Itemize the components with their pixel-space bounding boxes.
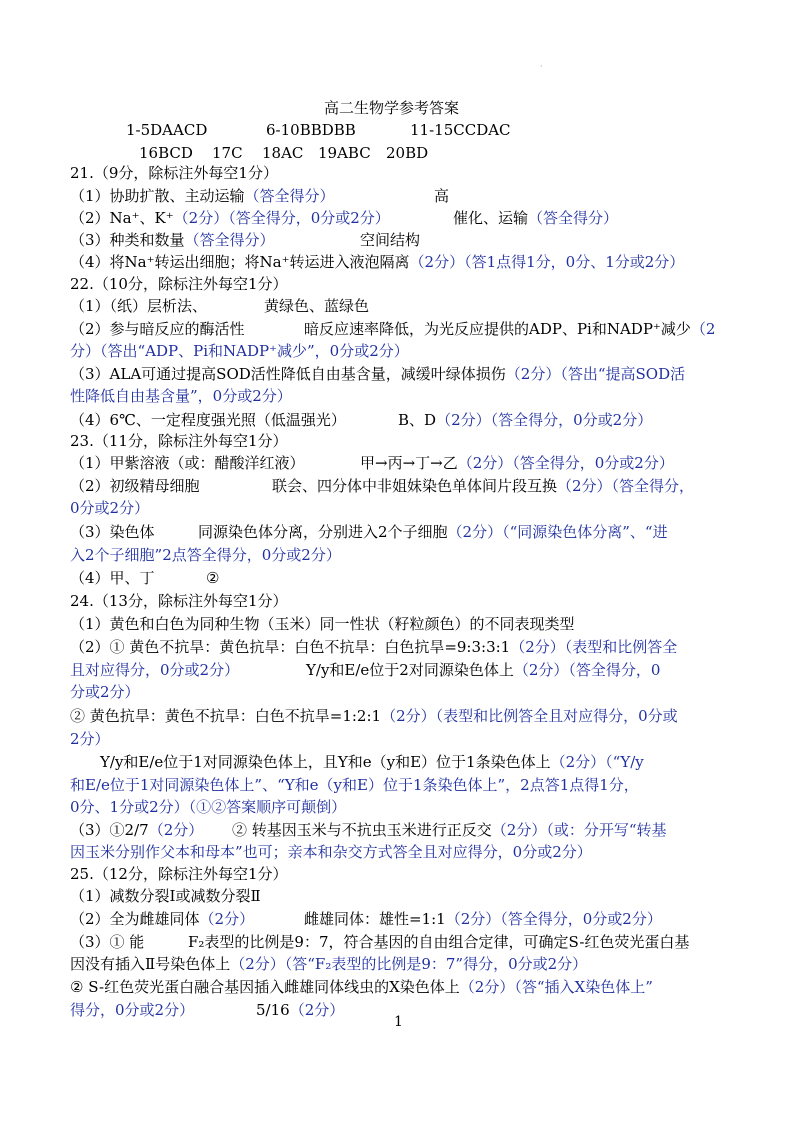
q22-2-note-b: 分）（答出“ADP、Pi和NADP⁺减少”，0分或2分） — [70, 342, 409, 360]
q22-2-answer: （2）参与暗反应的酶活性 — [70, 320, 245, 338]
q24-3-answer: （3）①2/7 — [70, 821, 149, 839]
q22-3-line-1 — [70, 364, 685, 384]
q23-3-answer-2: 同源染色体分离，分别进入2个子细胞 — [198, 523, 448, 541]
q23-1-answer-2: 甲→丙→丁→乙 — [360, 454, 458, 472]
q24-2-answer: （2）① 黄色不抗旱：黄色抗旱：白色不抗旱：白色抗旱=9:3:3:1 — [70, 638, 511, 656]
page-title: 高二生物学参考答案 — [324, 99, 460, 117]
q21-1-note: （答全得分） — [244, 187, 335, 205]
q25-2-answer: （2）全为雌雄同体 — [70, 910, 200, 928]
q21-2-note-2: （答全得分） — [528, 209, 619, 227]
choice-16: 16BCD — [139, 144, 193, 162]
q22-3-note-b: 性降低自由基含量”，0分或2分） — [70, 387, 292, 405]
q24-2-line-1 — [70, 637, 677, 657]
q21-heading: 21.（9分，除标注外每空1分） — [70, 164, 278, 182]
q23-2-part-2 — [272, 476, 694, 496]
q23-1-part-2 — [360, 453, 674, 473]
q22-2-note-a: （2 — [690, 320, 716, 338]
q22-2-answer-2: 暗反应速率降低，为光反应提供的ADP、Pi和NADP⁺减少 — [304, 320, 691, 338]
q25-3b-note-b: 得分，0分或2分） — [70, 1001, 195, 1019]
q22-4-note: （2分）（答全得分，0分或2分） — [436, 411, 653, 429]
choice-17: 17C — [212, 144, 243, 162]
q25-2-line-1 — [70, 909, 254, 929]
q24-2b-answer: ② 黄色抗旱：黄色不抗旱：白色不抗旱=1:2:1 — [70, 707, 382, 725]
page-number: 1 — [394, 1014, 403, 1030]
q25-3b-note-a: （2分）（答“插入X染色体上” — [459, 978, 653, 996]
q24-3-part-2 — [232, 820, 667, 840]
q22-heading: 22.（10分，除标注外每空1分） — [70, 275, 288, 293]
q22-3-note-a: （2分）（答出“提高SOD活 — [505, 365, 686, 383]
q21-3-answer-2: 空间结构 — [360, 231, 421, 249]
choice-answers-row-1 — [126, 120, 207, 140]
q25-3b-answer: ② S-红色荧光蛋白融合基因插入雌雄同体线虫的X染色体上 — [70, 978, 460, 996]
choice-1-5: 1-5DAACD — [126, 121, 208, 139]
q23-2-answer: （2）初级精母细胞 — [70, 477, 200, 495]
q21-1-answer: （1）协助扩散、主动运输 — [70, 187, 245, 205]
q23-3-note-a: （2分）（“同源染色体分离”、“进 — [447, 523, 668, 541]
choice-19: 19ABC — [318, 144, 371, 162]
q22-1-answer-2: 黄绿色、蓝绿色 — [264, 297, 370, 315]
q23-3-part-2 — [198, 522, 668, 542]
q22-4-part-2 — [398, 410, 652, 430]
q25-2-note-a: （2分） — [199, 910, 255, 928]
q22-4-answer-2: B、D — [398, 411, 437, 429]
q21-2-note: （2分）（答全得分，0分或2分） — [173, 209, 390, 227]
q24-2b-line-1 — [70, 706, 678, 726]
q23-4-answer: （4）甲、丁 — [70, 569, 155, 587]
q22-3-answer: （3）ALA可通过提高SOD活性降低自由基含量，减缓叶绿体损伤 — [70, 365, 506, 383]
q24-2-note-a: （2分）（表型和比例答全 — [510, 638, 678, 656]
q23-3-answer: （3）染色体 — [70, 523, 155, 541]
choice-20: 20BD — [386, 144, 429, 162]
choice-6-10: 6-10BBDBB — [266, 121, 356, 139]
q23-2-note-b: 0分或2分） — [70, 499, 150, 517]
q25-3-answer-2: F₂表型的比例是9：7，符合基因的自由组合定律，可确定S-红色荧光蛋白基 — [188, 933, 690, 951]
q24-heading: 24.（13分，除标注外每空1分） — [70, 592, 288, 610]
q21-2-part-2 — [453, 208, 618, 228]
q21-2-answer-2: 催化、运输 — [453, 209, 529, 227]
q24-3-note-c: 因玉米分别作父本和母本”也可；亲本和杂交方式答全且对应得分，0分或2分） — [70, 843, 592, 861]
q21-4-note: （2分）（答1点得1分，0分、1分或2分） — [409, 253, 685, 271]
q24-2-note-d: （答全得分，0 — [568, 661, 661, 679]
q21-3-answer: （3）种类和数量 — [70, 231, 185, 249]
q25-3-note: （2分）（答“F₂表型的比例是9：7”得分，0分或2分） — [230, 955, 588, 973]
q23-3-note-b: 入2个子细胞”2点答全得分，0分或2分） — [70, 546, 341, 564]
q21-2-answer: （2）Na⁺、K⁺ — [70, 209, 174, 227]
q24-2-answer-2: Y/y和E/e位于2对同源染色体上 — [306, 661, 514, 679]
q23-4-answer-2: ② — [206, 569, 220, 587]
q25-3-answer: （3）① 能 — [70, 933, 145, 951]
q23-2-answer-2: 联会、四分体中非姐妹染色单体间片段互换 — [272, 477, 558, 495]
q24-2b-note-a: （2分）（表型和比例答全且对应得分，0分或 — [381, 707, 678, 725]
choice-18: 18AC — [262, 144, 304, 162]
q25-3-line-2 — [70, 954, 587, 974]
q25-1-answer: （1）减数分裂Ⅰ或减数分裂Ⅱ — [70, 887, 261, 905]
scan-mark: · — [540, 62, 543, 71]
q21-line-1 — [70, 186, 335, 206]
q24-2c-note-b: 和E/e位于1对同源染色体上”、“Y和e（y和E）位于1条染色体上”，2点答1点得1分， — [70, 776, 639, 794]
q21-line-2 — [70, 208, 390, 228]
q23-1-answer: （1）甲紫溶液（或：醋酸洋红液） — [70, 454, 305, 472]
q24-2c-line-1 — [100, 752, 644, 772]
q25-2-note-b: （2分）（答全得分，0分或2分） — [445, 910, 662, 928]
q25-3b-answer-2: 5/16 — [256, 1001, 290, 1019]
choice-11-15: 11-15CCDAC — [410, 121, 511, 139]
q21-4-answer: （4）将Na⁺转运出细胞；将Na⁺转运进入液泡隔离 — [70, 253, 410, 271]
q23-1-note: （2分）（答全得分，0分或2分） — [457, 454, 674, 472]
q24-3-note-b: （2分）（或：分开写“转基 — [491, 821, 667, 839]
q22-2-line-1 — [304, 319, 715, 339]
q24-2c-answer: Y/y和E/e位于1对同源染色体上，且Y和e（y和E）位于1条染色体上 — [100, 753, 551, 771]
q25-3b-line-1 — [70, 977, 653, 997]
q24-1-answer: （1）黄色和白色为同种生物（玉米）同一性状（籽粒颜色）的不同表现类型 — [70, 615, 575, 633]
q25-2-answer-2: 雌雄同体：雄性=1:1 — [304, 910, 446, 928]
q25-heading: 25.（12分，除标注外每空1分） — [70, 865, 288, 883]
q21-1-answer-2: 高 — [434, 187, 450, 205]
q24-3-answer-2: ② 转基因玉米与不抗虫玉米进行正反交 — [232, 821, 492, 839]
q24-2-part-2 — [306, 660, 660, 680]
q22-4-answer: （4）6℃、一定程度强光照（低温强光） — [70, 411, 346, 429]
q22-1-answer: （1）（纸）层析法、 — [70, 297, 208, 315]
q24-3-line-1 — [70, 820, 203, 840]
q21-3-note: （答全得分） — [184, 231, 275, 249]
q25-3-answer-3: 因没有插入Ⅱ号染色体上 — [70, 955, 231, 973]
q24-2b-note-b: 2分） — [70, 730, 110, 748]
q24-2c-note-c: 0分、1分或2分）（①②答案顺序可颠倒） — [70, 798, 347, 816]
q24-2-note-e: 分或2分） — [70, 683, 140, 701]
q25-3b-part-2 — [256, 1000, 344, 1020]
q23-heading: 23.（11分，除标注外每空1分） — [70, 432, 288, 450]
q21-line-3 — [70, 230, 275, 250]
q24-3-note-a: （2分） — [148, 821, 204, 839]
q23-2-note-a: （2分）（答全得分， — [557, 477, 695, 495]
q24-2-note-b: 且对应得分，0分或2分） — [70, 661, 240, 679]
q24-2-note-c: （2分） — [513, 661, 569, 679]
q24-2c-note-a: （2分）（“Y/y — [550, 753, 644, 771]
q21-line-4 — [70, 252, 684, 272]
q25-3b-note-c: （2分） — [289, 1001, 345, 1019]
q25-2-part-2 — [304, 909, 662, 929]
